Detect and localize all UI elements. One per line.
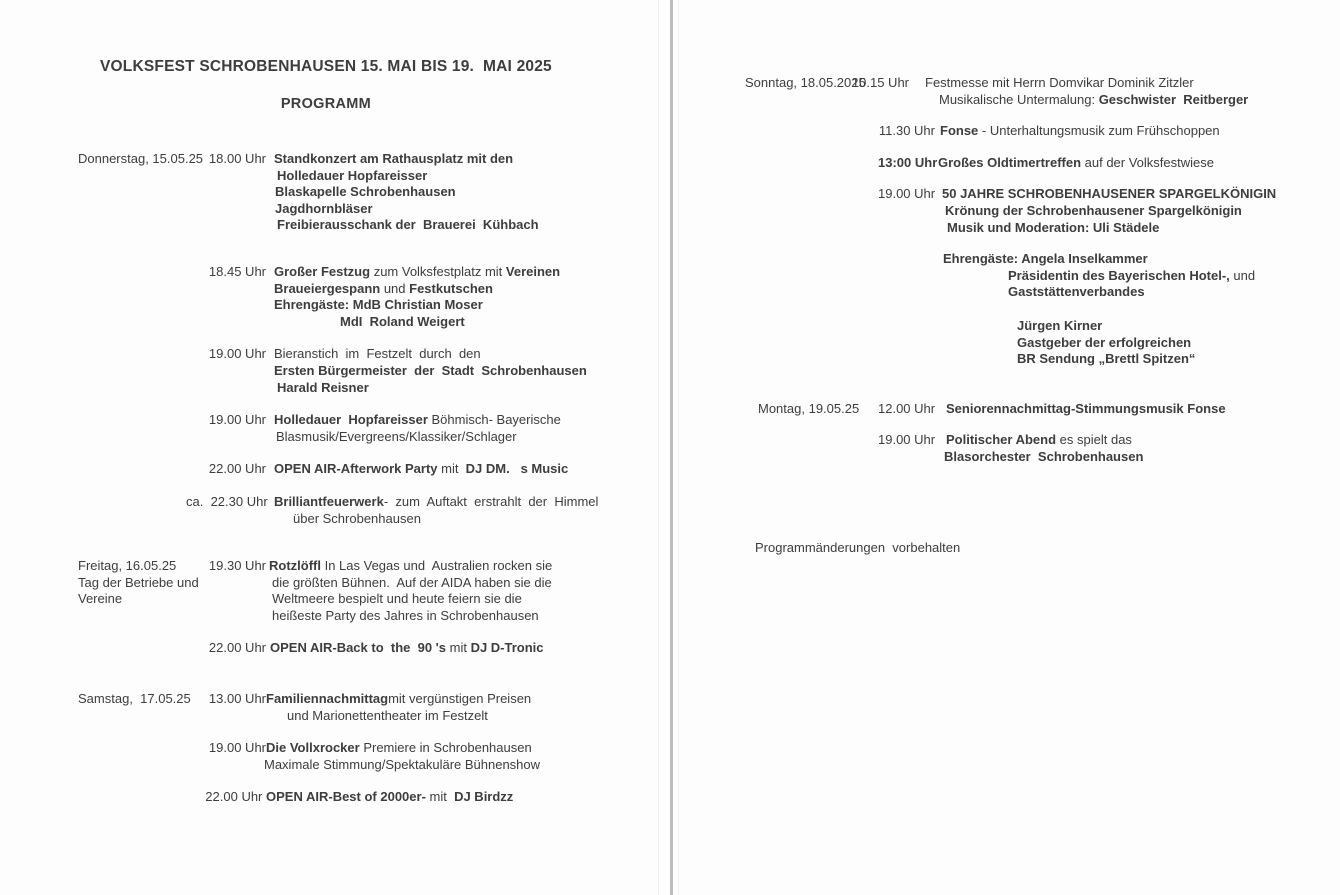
schedule-row (0, 691, 672, 724)
document-heading (100, 57, 552, 112)
event-text: Bieranstich im Festzelt durch den Ersten Bürgermeister der Stadt Schrobenhausen Harald Reisner (274, 346, 587, 395)
event-text: Standkonzert am Rathausplatz mit den Holledauer Hopfareisser Blaskapelle Schrobenhausen Jagdhornbläser Freibierausschank der Brauerei Kühbach (274, 151, 539, 233)
day-label (78, 494, 186, 527)
event-text: Festmesse mit Herrn Domvikar Dominik Zitzler Musikalische Untermalung: Geschwister Reitberger (925, 75, 1249, 107)
schedule-row (672, 75, 1340, 108)
day-label (745, 155, 878, 172)
event-time: 19.00 Uhr (208, 346, 266, 362)
schedule-row (672, 401, 1340, 418)
day-label (78, 412, 186, 445)
document-subtitle: PROGRAMM (280, 96, 372, 112)
document-title: VOLKSFEST SCHROBENHAUSEN 15. MAI BIS 19. MAI 2025 (100, 58, 552, 75)
event-time (878, 251, 938, 301)
day-label (78, 346, 186, 396)
event-text: OPEN AIR-Best of 2000er- mit DJ Birdzz (266, 789, 514, 805)
event-text: OPEN AIR-Afterwork Party mit DJ DM. s Music (274, 461, 569, 477)
day-label (745, 123, 878, 140)
event-text: Jürgen Kirner Gastgeber der erfolgreichen BR Sendung „Brettl Spitzen“ (1017, 317, 1196, 367)
schedule-row (672, 186, 1340, 236)
schedule-row (0, 461, 672, 478)
day-label: Samstag, 17.05.25 (78, 691, 191, 707)
event-time: 19.00 Uhr (208, 740, 266, 756)
event-text: Brilliantfeuerwerk- zum Auftakt erstrahlt der Himmel über Schrobenhausen (274, 493, 599, 526)
day-label (78, 640, 186, 657)
event-text: Familiennachmittagmit vergünstigen Preisen und Marionettentheater im Festzelt (266, 691, 532, 723)
page-divider-shadow-left (658, 0, 659, 895)
event-time: 22.00 Uhr (208, 461, 266, 477)
event-time: 11.30 Uhr (878, 123, 935, 139)
schedule-row (0, 412, 672, 445)
day-label: Freitag, 16.05.25 Tag der Betriebe und Vereine (78, 558, 199, 607)
schedule-row (672, 155, 1340, 172)
event-text: Ehrengäste: Angela Inselkammer Präsidentin des Bayerischen Hotel-, und Gaststättenverbandes (943, 251, 1256, 300)
event-time (878, 318, 938, 368)
event-time: 19.30 Uhr (208, 558, 266, 574)
event-time: 19.00 Uhr (878, 186, 936, 202)
schedule-row (672, 432, 1340, 465)
day-label (78, 789, 186, 806)
event-text: OPEN AIR-Back to the 90 's mit DJ D-Tronic (270, 640, 544, 656)
day-label (78, 740, 186, 773)
event-time: 22.00 Uhr (208, 640, 266, 656)
schedule-row (672, 123, 1340, 140)
event-time: 19.00 Uhr (208, 412, 266, 428)
event-text: Großes Oldtimertreffen auf der Volksfestwiese (938, 154, 1214, 170)
day-label (745, 432, 878, 465)
event-time: 13:00 Uhr (878, 154, 938, 170)
event-text: Rotzlöffl In Las Vegas und Australien rocken sie die größten Bühnen. Auf der AIDA haben sie die Weltmeere bespielt und heute feiern sie die heißeste Party des Jahres in Schrobenhausen (269, 558, 553, 623)
day-label (78, 264, 186, 330)
schedule-row (0, 640, 672, 657)
event-time: 19.00 Uhr (878, 432, 936, 448)
event-text: Fonse - Unterhaltungsmusik zum Frühschoppen (940, 123, 1220, 139)
day-label: Donnerstag, 15.05.25 (78, 151, 204, 166)
footnote: Programmänderungen vorbehalten (755, 540, 961, 555)
schedule-row (672, 318, 1340, 368)
day-label (745, 186, 878, 236)
schedule-row (0, 558, 672, 624)
schedule-row (0, 494, 672, 527)
schedule-row (0, 740, 672, 773)
left-schedule (0, 151, 672, 806)
event-time: 12.00 Uhr (878, 400, 936, 416)
schedule-row (0, 346, 672, 396)
event-time: ca. 22.30 Uhr (186, 493, 268, 509)
event-time: 10.15 Uhr (851, 75, 909, 90)
schedule-row (0, 151, 672, 234)
event-time: 18.45 Uhr (208, 263, 266, 279)
event-text: Großer Festzug zum Volksfestplatz mit Vereinen Braueiergespann und Festkutschen Ehrengäste: MdB Christian Moser MdI Roland Weigert (274, 263, 561, 329)
event-time: 13.00 Uhr (208, 691, 266, 707)
day-label: Montag, 19.05.25 (758, 400, 860, 416)
schedule-row (0, 789, 672, 806)
event-text: Seniorennachmittag-Stimmungsmusik Fonse (946, 400, 1226, 416)
day-label (745, 318, 878, 368)
schedule-row (672, 251, 1340, 301)
right-page (672, 0, 1340, 895)
event-text: 50 JAHRE SCHROBENHAUSENER SPARGELKÖNIGIN Krönung der Schrobenhausener Spargelkönigin Musik und Moderation: Uli Städele (942, 186, 1277, 235)
right-schedule (672, 75, 1340, 466)
event-text: Holledauer Hopfareisser Böhmisch- Bayerische Blasmusik/Evergreens/Klassiker/Schlager (274, 412, 561, 444)
event-text: Die Vollxrocker Premiere in Schrobenhausen Maximale Stimmung/Spektakuläre Bühnenshow (264, 740, 541, 772)
event-time: 18.00 Uhr (208, 151, 266, 166)
schedule-row (0, 264, 672, 330)
day-label (745, 251, 878, 301)
day-label (78, 461, 186, 478)
event-time: 22.00 Uhr (205, 789, 266, 805)
event-text: Politischer Abend es spielt das Blasorchester Schrobenhausen (944, 432, 1144, 464)
day-label: Sonntag, 18.05.2025 (745, 75, 866, 90)
